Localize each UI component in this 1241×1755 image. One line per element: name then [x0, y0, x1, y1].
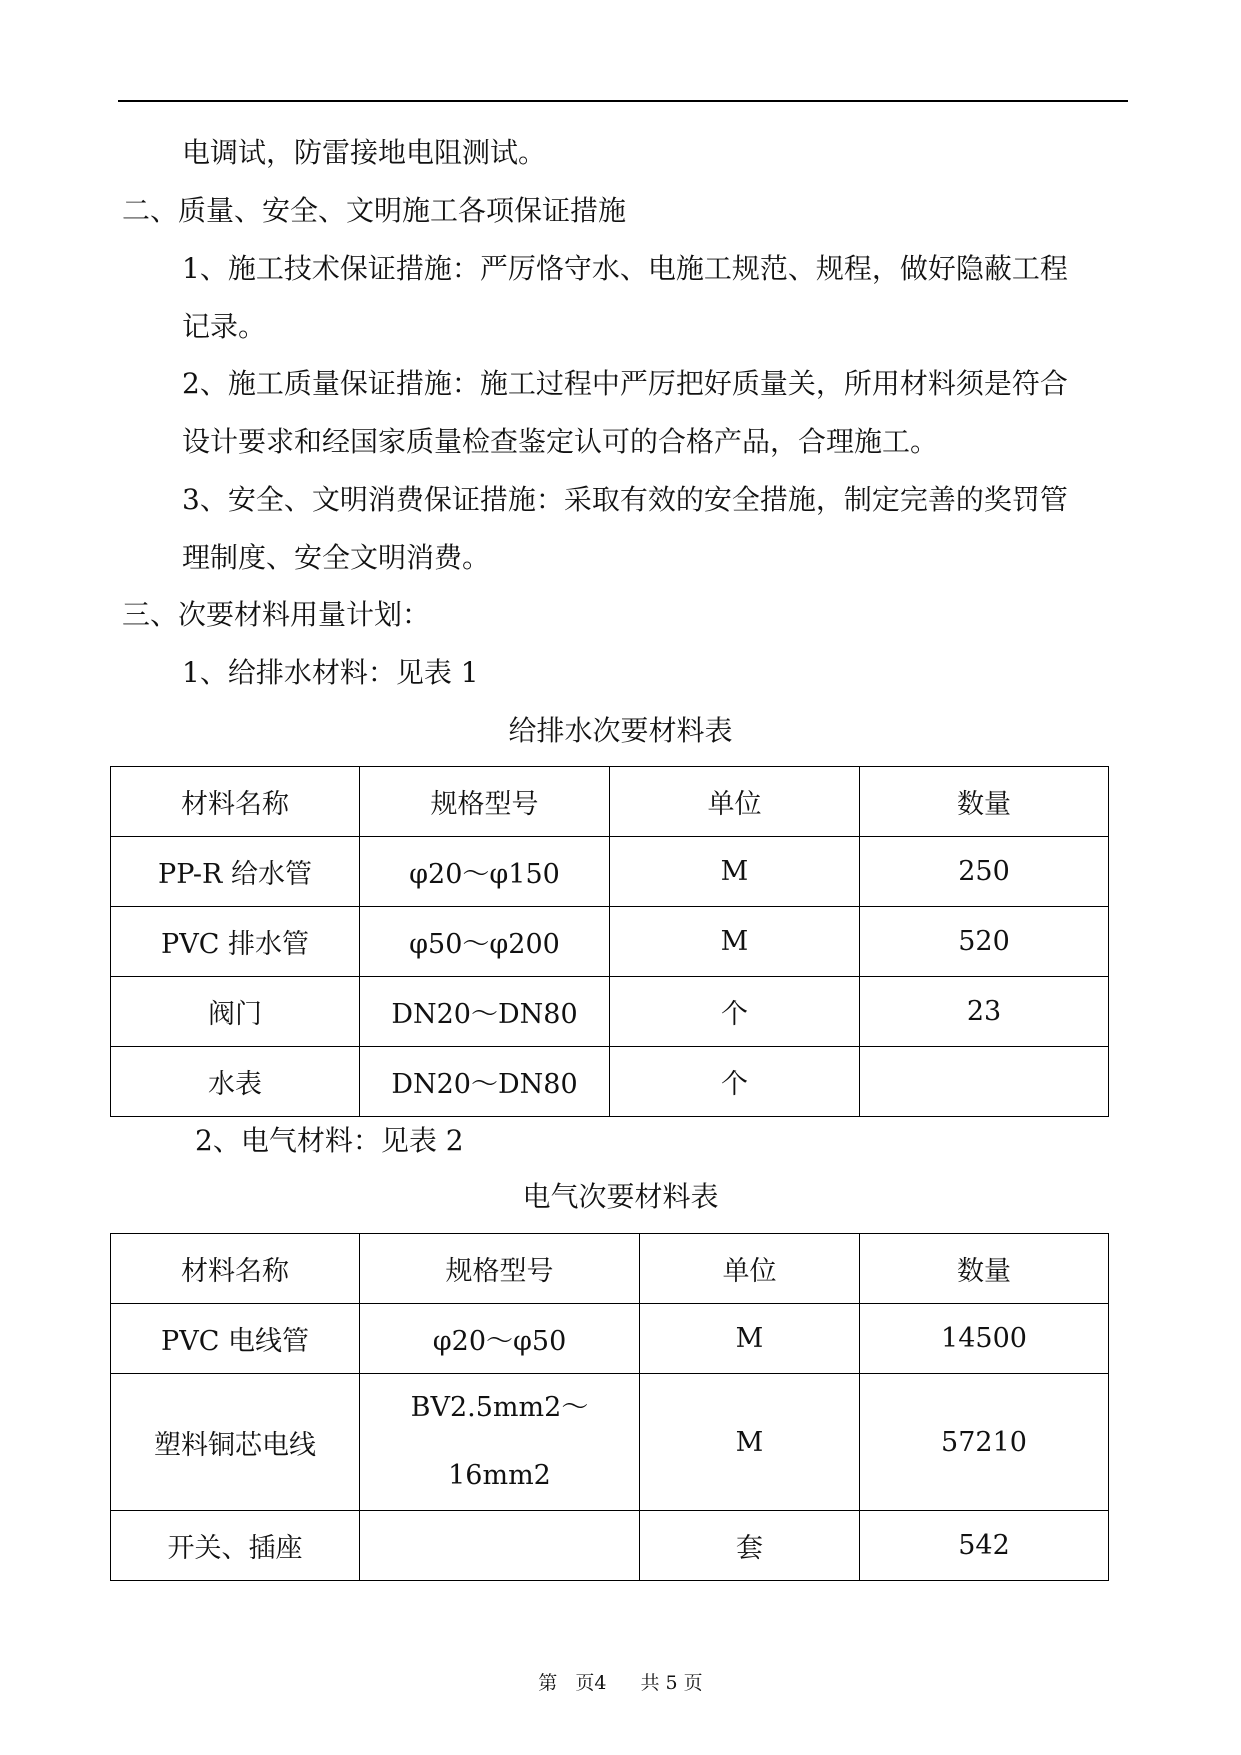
table-cell: DN20～DN80 [360, 977, 610, 1047]
table-cell: 250 [860, 837, 1109, 907]
section-heading-2: 二、质量、安全、文明施工各项保证措施 [122, 194, 627, 227]
table-cell [860, 1047, 1109, 1117]
table-cell: PVC 排水管 [111, 907, 360, 977]
item-2-line-1: 2、施工质量保证措施：施工过程中严厉把好质量关，所用材料须是符合 [182, 367, 1068, 400]
item-2-line-2: 设计要求和经国家质量检查鉴定认可的合格产品，合理施工。 [182, 425, 939, 458]
footer-di: 第 [538, 1672, 558, 1694]
header-cell-qty: 数量 [860, 767, 1109, 837]
table-cell [360, 1511, 640, 1581]
header-cell-spec: 规格型号 [360, 1234, 640, 1304]
table-header-row [111, 767, 1109, 837]
table-row [111, 1047, 1109, 1117]
table-cell: φ20～φ50 [360, 1304, 640, 1374]
header-cell-spec: 规格型号 [360, 767, 610, 837]
table-cell: M [610, 907, 860, 977]
table-cell: M [640, 1304, 860, 1374]
table-cell: 个 [610, 977, 860, 1047]
page-footer [0, 1670, 1241, 1696]
table-cell: PP-R 给水管 [111, 837, 360, 907]
table-cell: 个 [610, 1047, 860, 1117]
table-row [111, 1511, 1109, 1581]
table-cell: 57210 [860, 1374, 1109, 1511]
footer-ye: 页 [575, 1672, 595, 1694]
table-cell: 520 [860, 907, 1109, 977]
table-cell: 23 [860, 977, 1109, 1047]
table-cell-multiline [360, 1374, 640, 1511]
table-row [111, 837, 1109, 907]
table-cell: 塑料铜芯电线 [111, 1374, 360, 1511]
table-1 [110, 766, 1109, 1117]
table-2 [110, 1233, 1109, 1581]
table-cell: φ20～φ150 [360, 837, 610, 907]
spec-line-1: BV2.5mm2～ [410, 1392, 589, 1423]
table-cell: PVC 电线管 [111, 1304, 360, 1374]
table-row [111, 1304, 1109, 1374]
table-row [111, 1374, 1109, 1511]
header-cell-unit: 单位 [610, 767, 860, 837]
subsection-1: 1、给排水材料：见表 1 [182, 656, 479, 689]
table-cell: DN20～DN80 [360, 1047, 610, 1117]
item-3-line-2: 理制度、安全文明消费。 [182, 541, 491, 574]
table-header-row [111, 1234, 1109, 1304]
item-1-line-2: 记录。 [182, 310, 267, 343]
table-1-caption: 给排水次要材料表 [508, 714, 733, 747]
header-cell-unit: 单位 [640, 1234, 860, 1304]
spec-line-2: 16mm2 [448, 1460, 551, 1491]
table-cell: φ50～φ200 [360, 907, 610, 977]
table-cell: 542 [860, 1511, 1109, 1581]
text-line: 电调试，防雷接地电阻测试。 [182, 136, 547, 169]
table-cell: M [640, 1374, 860, 1511]
footer-page-number: 4 [594, 1672, 607, 1694]
table-cell: 14500 [860, 1304, 1109, 1374]
table-cell: 阀门 [111, 977, 360, 1047]
item-3-line-1: 3、安全、文明消费保证措施：采取有效的安全措施，制定完善的奖罚管 [182, 483, 1068, 516]
item-1-line-1: 1、施工技术保证措施：严厉恪守水、电施工规范、规程，做好隐蔽工程 [182, 252, 1068, 285]
table-cell: M [610, 837, 860, 907]
table-2-caption: 电气次要材料表 [522, 1180, 719, 1213]
table-cell: 开关、插座 [111, 1511, 360, 1581]
footer-total: 共 5 页 [640, 1672, 703, 1694]
header-cell-qty: 数量 [860, 1234, 1109, 1304]
table-row [111, 907, 1109, 977]
header-rule [118, 100, 1128, 102]
table-cell: 套 [640, 1511, 860, 1581]
subsection-2: 2、电气材料：见表 2 [195, 1124, 464, 1157]
section-heading-3: 三、次要材料用量计划： [122, 598, 431, 631]
header-cell-name: 材料名称 [111, 1234, 360, 1304]
table-row [111, 977, 1109, 1047]
table-cell: 水表 [111, 1047, 360, 1117]
header-cell-name: 材料名称 [111, 767, 360, 837]
